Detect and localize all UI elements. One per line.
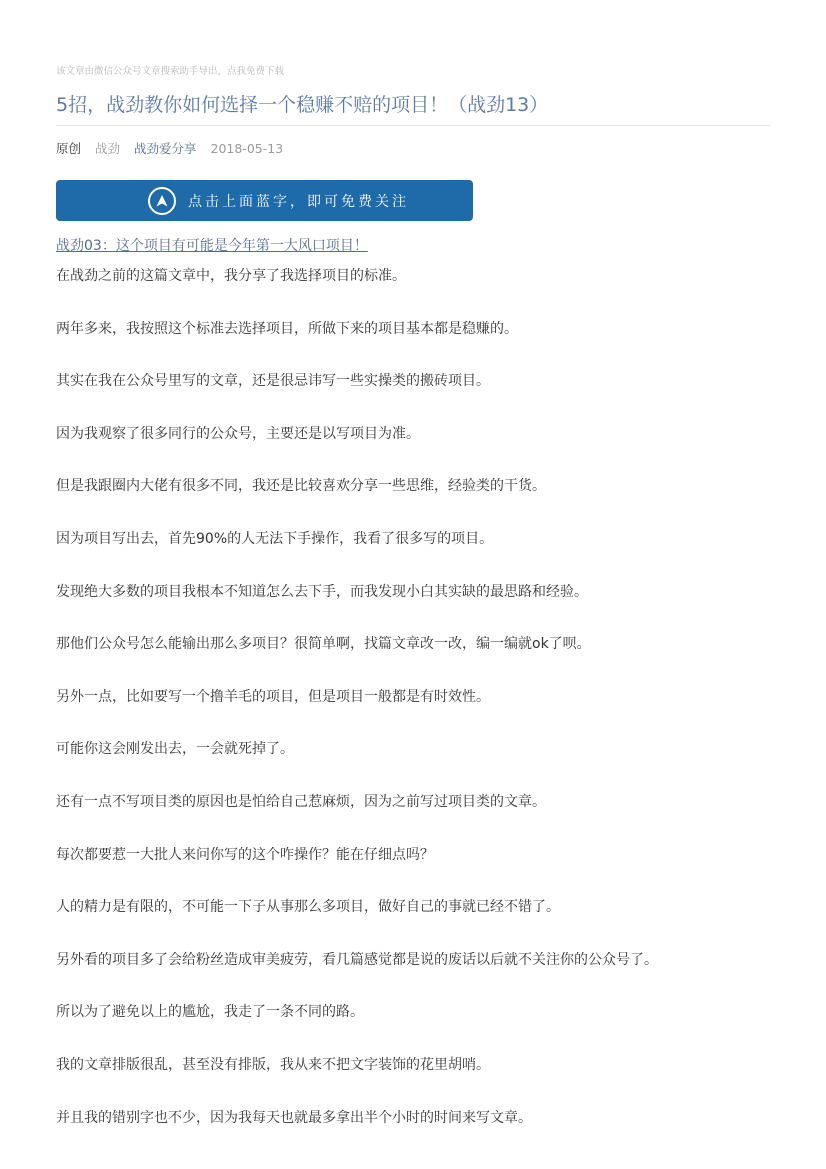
article-title: 5招，战劲教你如何选择一个稳赚不赔的项目！（战劲13） (56, 94, 549, 116)
up-arrow-circle-icon (148, 187, 176, 215)
article-meta (56, 141, 293, 157)
follow-banner[interactable] (56, 180, 473, 221)
body-paragraph: 还有一点不写项目类的原因也是怕给自己惹麻烦，因为之前写过项目类的文章。 (56, 793, 546, 810)
author-name: 战劲 (95, 141, 121, 156)
body-paragraph: 在战劲之前的这篇文章中，我分享了我选择项目的标准。 (56, 268, 406, 284)
title-divider (56, 125, 770, 126)
body-paragraph: 两年多来，我按照这个标准去选择项目，所做下来的项目基本都是稳赚的。 (56, 320, 518, 337)
body-paragraph: 另外看的项目多了会给粉丝造成审美疲劳，看几篇感觉都是说的废话以后就不关注你的公众号了。 (56, 951, 658, 968)
related-article-link[interactable]: 战劲03：这个项目有可能是今年第一大风口项目！ (56, 238, 368, 254)
body-paragraph: 另外一点，比如要写一个撸羊毛的项目，但是项目一般都是有时效性。 (56, 688, 490, 705)
body-paragraph: 我的文章排版很乱，甚至没有排版，我从来不把文字装饰的花里胡哨。 (56, 1056, 490, 1073)
body-paragraph: 因为项目写出去，首先90%的人无法下手操作，我看了很多写的项目。 (56, 530, 494, 547)
article-body (56, 266, 770, 1160)
body-paragraph: 人的精力是有限的，不可能一下子从事那么多项目，做好自己的事就已经不错了。 (56, 899, 560, 916)
body-paragraph: 可能你这会刚发出去，一会就死掉了。 (56, 741, 294, 758)
body-paragraph: 那他们公众号怎么能输出那么多项目？很简单啊，找篇文章改一改，编一编就ok了呗。 (56, 636, 591, 653)
body-paragraph: 发现绝大多数的项目我根本不知道怎么去下手，而我发现小白其实缺的最思路和经验。 (56, 583, 588, 600)
original-badge: 原创 (56, 141, 82, 156)
body-paragraph: 所以为了避免以上的尴尬，我走了一条不同的路。 (56, 1004, 364, 1021)
body-paragraph: 因为我观察了很多同行的公众号，主要还是以写项目为准。 (56, 425, 420, 442)
body-paragraph: 每次都要惹一大批人来问你写的这个咋操作？能在仔细点吗？ (56, 846, 434, 863)
publish-date: 2018-05-13 (210, 141, 284, 156)
follow-banner-text: 点击上面蓝字，即可免费关注 (188, 193, 409, 210)
body-paragraph: 并且我的错别字也不少，因为我每天也就最多拿出半个小时的时间来写文章。 (56, 1109, 532, 1126)
body-paragraph: 其实在我在公众号里写的文章，还是很忌讳写一些实操类的搬砖项目。 (56, 373, 490, 390)
body-paragraph: 但是我跟圈内大佬有很多不同，我还是比较喜欢分享一些思维，经验类的干货。 (56, 478, 546, 495)
export-note-link[interactable]: 该文章由微信公众号文章搜索助手导出，点我免费下载 (56, 66, 285, 77)
account-name-link[interactable]: 战劲爱分享 (134, 141, 197, 156)
